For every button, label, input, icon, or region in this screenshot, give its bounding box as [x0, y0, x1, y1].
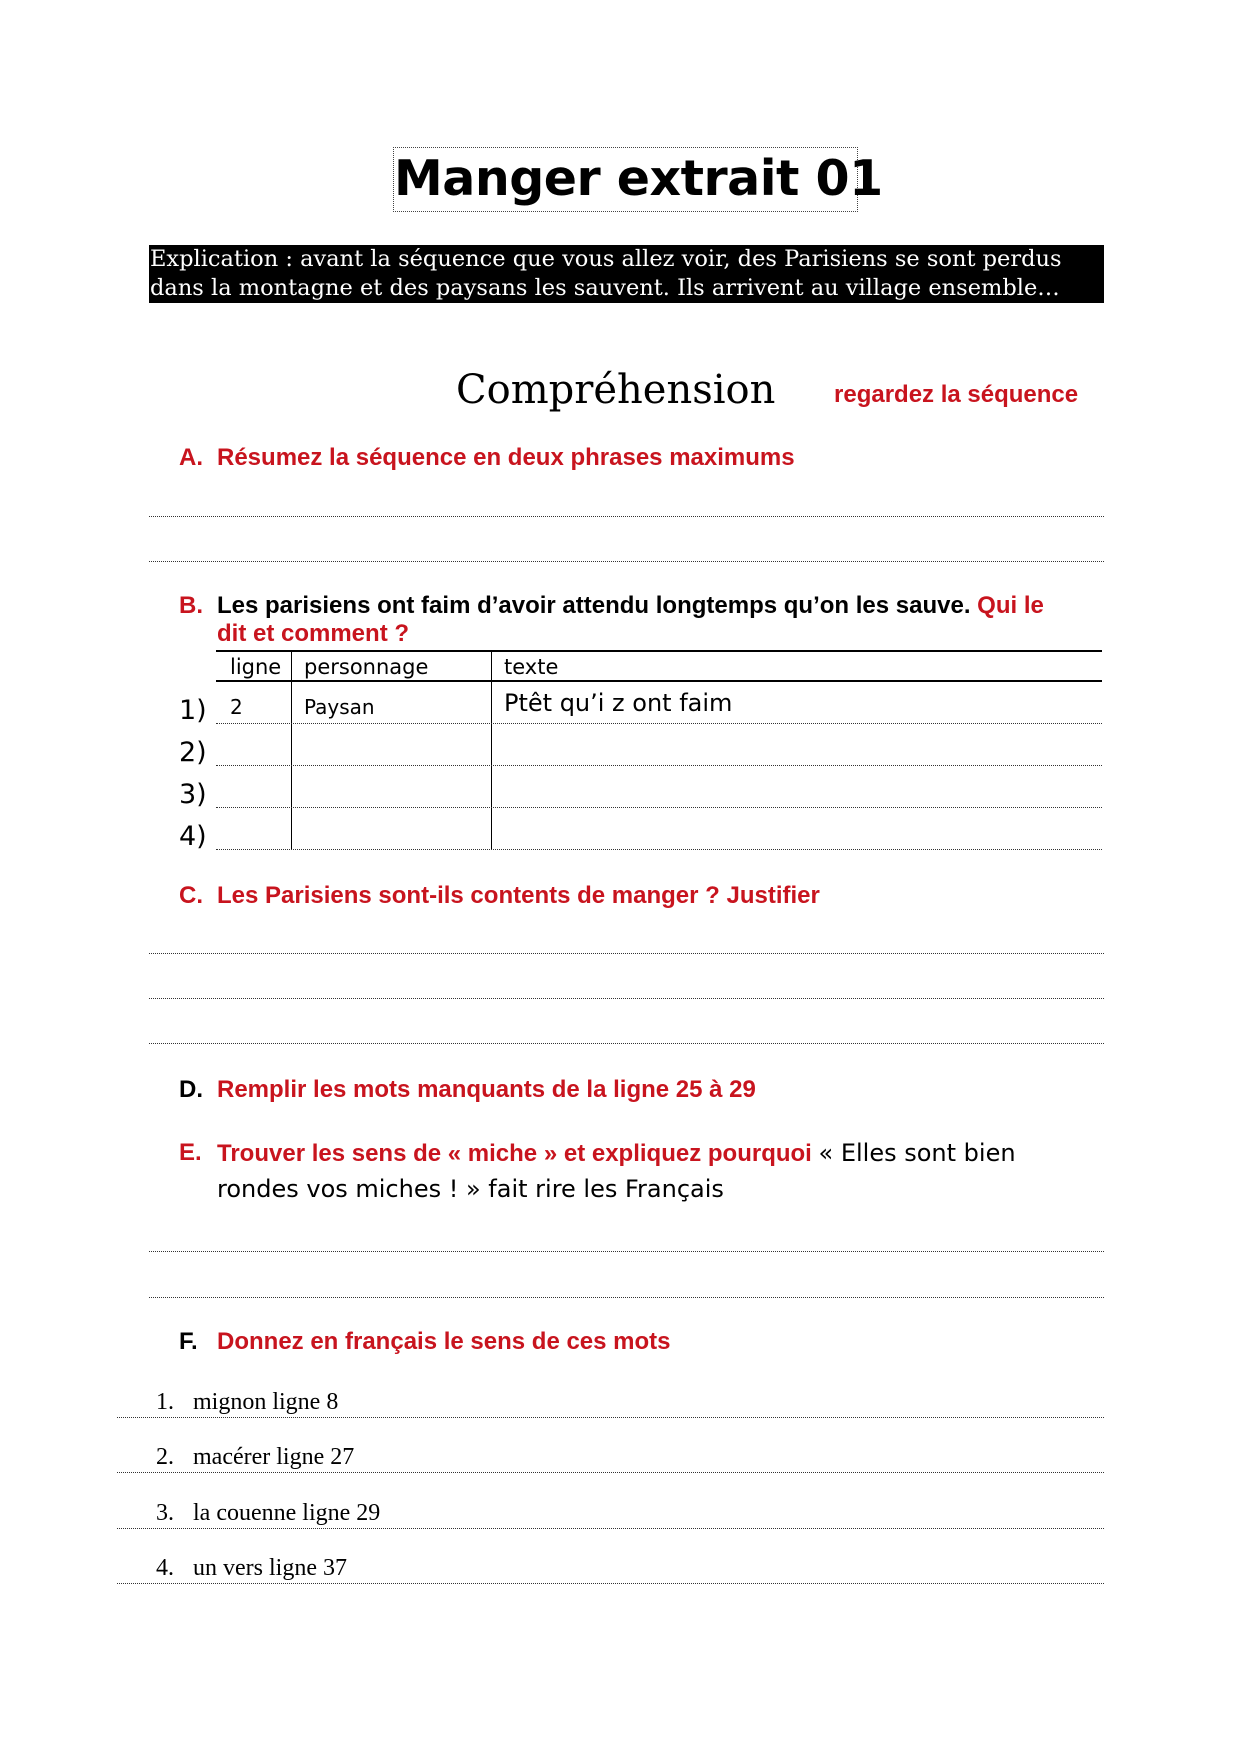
table-header-personnage: personnage [292, 652, 492, 680]
answer-line-f1[interactable] [117, 1417, 1104, 1418]
question-c-letter: C. [179, 882, 203, 909]
table-cell-ligne[interactable] [216, 808, 292, 849]
table-cell-ligne[interactable]: 2 [216, 682, 292, 723]
table-cell-texte[interactable] [492, 808, 1102, 849]
vocab-number: 1. [156, 1389, 174, 1415]
table-cell-personnage[interactable]: Paysan [292, 682, 492, 723]
table-row [216, 682, 1102, 724]
question-a-letter: A. [179, 444, 203, 471]
comprehension-title: Compréhension [456, 367, 776, 413]
table-cell-personnage[interactable] [292, 808, 492, 849]
row-number: 2) [179, 737, 207, 768]
page-title: Manger extrait 01 [393, 147, 858, 212]
table-cell-texte[interactable] [492, 724, 1102, 765]
explication-line-1: Explication : avant la séquence que vous allez voir, des Parisiens se sont perdus [150, 246, 1062, 272]
table-row [216, 808, 1102, 850]
table-cell-texte[interactable]: Ptêt qu’i z ont faim [504, 689, 733, 717]
table-cell-ligne[interactable] [216, 766, 292, 807]
answer-line-f4[interactable] [117, 1583, 1104, 1584]
question-c-text: Les Parisiens sont-ils contents de manger ? Justifier [217, 882, 820, 909]
question-b-line-1 [217, 592, 1044, 620]
answer-line-f3[interactable] [117, 1528, 1104, 1529]
table-header-ligne: ligne [216, 652, 292, 680]
table-header-row [216, 650, 1102, 682]
question-e-letter: E. [179, 1139, 202, 1166]
table-cell-texte[interactable] [492, 766, 1102, 807]
row-number: 3) [179, 779, 207, 810]
question-e [179, 1139, 1109, 1209]
question-b-text-black: Les parisiens ont faim d’avoir attendu longtemps qu’on les sauve. [217, 592, 971, 619]
question-f-text: Donnez en français le sens de ces mots [217, 1328, 671, 1355]
table-cell-ligne[interactable] [216, 724, 292, 765]
answer-line-f2[interactable] [117, 1472, 1104, 1473]
question-d-letter: D. [179, 1076, 203, 1103]
question-e-text-red: Trouver les sens de « miche » et expliquez pourquoi [217, 1140, 812, 1167]
question-e-line-1 [217, 1139, 1016, 1168]
answer-line-a1[interactable] [149, 516, 1104, 517]
table-cell-personnage[interactable] [292, 766, 492, 807]
vocab-text: la couenne ligne 29 [193, 1500, 381, 1526]
vocab-number: 2. [156, 1444, 174, 1470]
vocab-text: un vers ligne 37 [193, 1555, 347, 1581]
table-row [216, 766, 1102, 808]
vocab-text: macérer ligne 27 [193, 1444, 355, 1470]
question-d-text: Remplir les mots manquants de la ligne 25 à 29 [217, 1076, 756, 1103]
explication-line-2: dans la montagne et des paysans les sauvent. Ils arrivent au village ensemble… [150, 275, 1060, 301]
question-b-text-red-2: dit et comment ? [217, 620, 410, 647]
row-number: 4) [179, 821, 207, 852]
comprehension-hint: regardez la séquence [834, 381, 1079, 408]
answer-line-c3[interactable] [149, 1043, 1104, 1044]
question-b-text-red-1: Qui le [977, 592, 1044, 619]
table-row [216, 724, 1102, 766]
vocab-number: 3. [156, 1500, 174, 1526]
vocab-text: mignon ligne 8 [193, 1389, 339, 1415]
table-cell-personnage[interactable] [292, 724, 492, 765]
answer-line-c2[interactable] [149, 998, 1104, 999]
question-b-letter: B. [179, 592, 203, 619]
question-e-text-black-2: rondes vos miches ! » fait rire les Français [217, 1175, 724, 1203]
answer-line-a2[interactable] [149, 561, 1104, 562]
answer-line-e2[interactable] [149, 1297, 1104, 1298]
row-number: 1) [179, 695, 207, 726]
answer-line-e1[interactable] [149, 1251, 1104, 1252]
vocab-number: 4. [156, 1555, 174, 1581]
question-b [179, 592, 1109, 648]
answer-line-c1[interactable] [149, 953, 1104, 954]
question-a-text: Résumez la séquence en deux phrases maximums [217, 444, 795, 471]
table-header-texte: texte [504, 655, 559, 679]
explication-banner [149, 245, 1104, 303]
question-f-letter: F. [179, 1328, 198, 1355]
question-e-text-black-1: « Elles sont bien [818, 1139, 1016, 1167]
